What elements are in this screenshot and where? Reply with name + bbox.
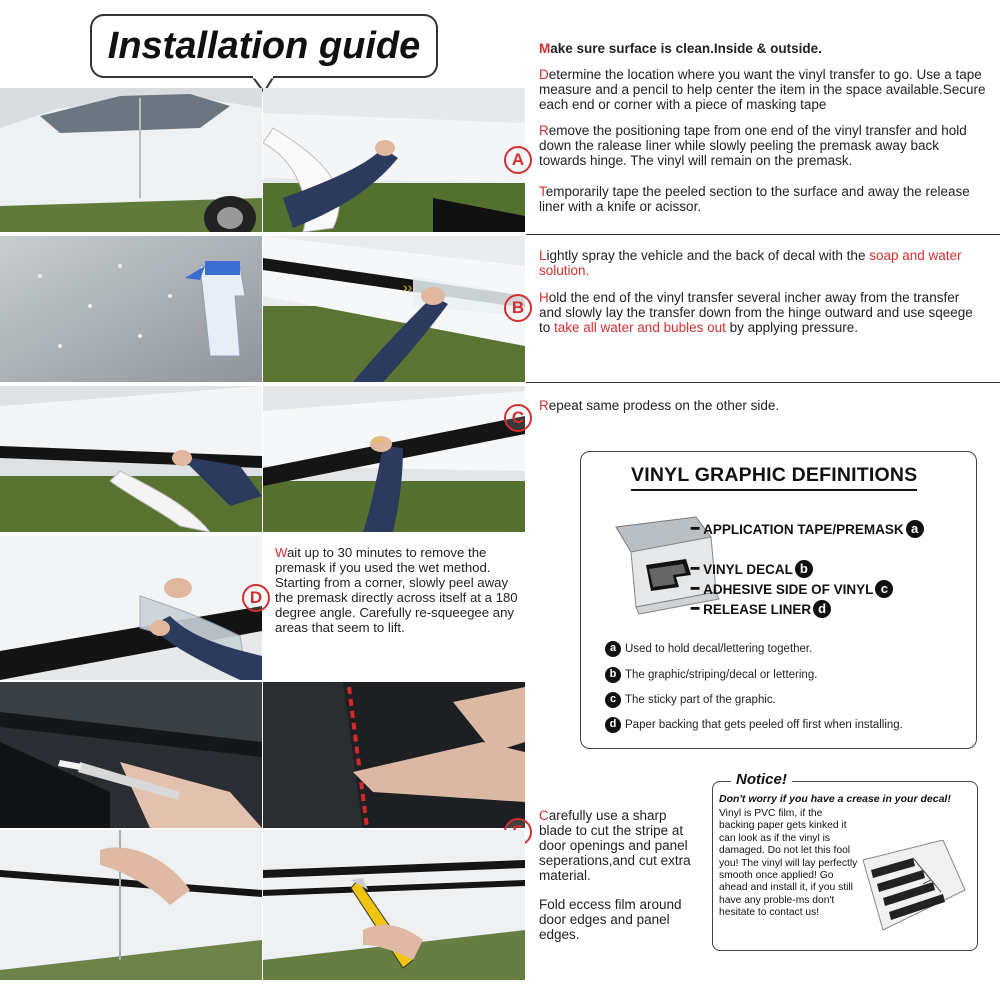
step-a-line-3: Remove the positioning tape from one end of the vinyl transfer and hold down the ralease liner while slowly peeling the premask away back towards hinge. The vinyl will remain on the premask. — [539, 123, 967, 168]
photo-spray-bottle — [0, 236, 262, 382]
step-e-line-1: Carefully use a sharp blade to cut the stripe at door openings and panel seperations,and cut extra material. — [539, 808, 691, 883]
notice-subtitle: Don't worry if you have a crease in your decal! — [719, 793, 951, 805]
step-e-line-2: Fold eccess film around door edges and panel edges. — [539, 897, 682, 942]
layer-adhesive-label: ━ ADHESIVE SIDE OF VINYL c — [691, 580, 893, 598]
vinyl-definitions-panel — [580, 451, 977, 749]
step-b-line-1 — [539, 248, 979, 278]
definition-key: a — [605, 641, 621, 657]
definition-row — [605, 692, 776, 708]
definition-text: The sticky part of the graphic. — [625, 694, 776, 706]
step-a-line-4: Temporarily tape the peeled section to the surface and away the release liner with a knife or acissor. — [539, 184, 970, 214]
step-b-line-1-text: Lightly spray the vehicle and the back of decal with the — [539, 248, 870, 263]
divider-a — [526, 234, 1000, 235]
layer-adhesive-key: c — [875, 580, 893, 598]
definition-row — [605, 717, 903, 733]
title-callout — [90, 14, 438, 78]
layer-liner-text: RELEASE LINER — [703, 601, 812, 617]
layer-premask-text: APPLICATION TAPE/PREMASK — [703, 521, 904, 537]
definition-key: d — [605, 717, 621, 733]
photo-remove-premask — [0, 536, 262, 680]
layer-premask-key: a — [906, 520, 924, 538]
photo-door-gap-fold — [263, 682, 525, 828]
definition-text: The graphic/striping/decal or lettering. — [625, 669, 818, 681]
layer-premask-label: ━ APPLICATION TAPE/PREMASK a — [691, 520, 924, 538]
step-a-text — [539, 41, 989, 225]
step-b-line-2-highlight: take all water and bubles out — [554, 320, 726, 335]
step-b-line-1-highlight: soap and water solution. — [539, 248, 962, 278]
step-b-badge: B — [504, 294, 532, 322]
step-d-text: Wait up to 30 minutes to remove the premask if you used the wet method. Starting from a corner, slowly peel away the premask directly across itself at a 180 degree angle. Carefully re-squeegee any areas that seem to lift. — [275, 545, 518, 635]
step-b-line-2-suffix: by applying pressure. — [725, 320, 858, 335]
definition-row — [605, 641, 812, 657]
step-d-badge: D — [242, 584, 270, 612]
definition-text: Paper backing that gets peeled off first when installing. — [625, 719, 903, 731]
svg-text:››: ›› — [403, 279, 413, 295]
step-b-line-2-text: Hold the end of the vinyl transfer several incher away from the transfer and slowly lay the transfer down from the hinge outward and use sqeege to — [539, 290, 973, 335]
step-a-line-2: Determine the location where you want the vinyl transfer to go. Use a tape measure and a pencil to help center the item in the space available.Secure each end or corner with a piece of masking tape — [539, 67, 986, 112]
step-c-badge: C — [504, 404, 532, 432]
photo-car-side — [0, 88, 262, 232]
notice-title: Notice! — [731, 771, 792, 788]
photo-cut-blade — [0, 682, 262, 828]
photo-lower-panel-stripe — [0, 386, 262, 532]
layer-decal-label: ━ VINYL DECAL b — [691, 560, 813, 578]
step-b-line-2 — [539, 290, 979, 335]
definition-key: b — [605, 667, 621, 683]
photo-other-side — [263, 386, 525, 532]
definitions-title: VINYL GRAPHIC DEFINITIONS — [631, 464, 917, 491]
step-e-text — [539, 808, 699, 953]
step-c-text: Repeat same prodess on the other side. — [539, 398, 780, 413]
layer-liner-key: d — [813, 600, 831, 618]
photo-squeegee-application — [263, 236, 525, 382]
notice-panel — [712, 771, 978, 951]
definition-key: c — [605, 692, 621, 708]
layer-decal-text: VINYL DECAL — [703, 561, 793, 577]
photo-door-edge — [0, 830, 262, 980]
step-a-badge: A — [504, 146, 532, 174]
svg-text:››: ›› — [373, 431, 383, 447]
step-a-line-1: Make sure surface is clean.Inside & outside. — [539, 41, 822, 56]
photo-peel-premask — [263, 88, 525, 232]
layer-adhesive-text: ADHESIVE SIDE OF VINYL — [703, 581, 874, 597]
definition-row — [605, 667, 817, 683]
layer-liner-label: ━ RELEASE LINER d — [691, 600, 831, 618]
page-title: Installation guide — [107, 25, 421, 67]
definition-text: Used to hold decal/lettering together. — [625, 643, 813, 655]
creased-vinyl-image — [853, 840, 971, 932]
divider-b — [526, 382, 1000, 383]
layer-decal-key: b — [795, 560, 813, 578]
notice-body: Vinyl is PVC film, if the backing paper gets kinked it can look as if the vinyl is damaged. Do not let this fool you! The vinyl will lay perfectly smooth once applied! Go ahead and install it, if you still have any proble-ms don't hesitate to contact us! — [719, 808, 858, 919]
photo-knife-trim — [263, 830, 525, 980]
step-b-text — [539, 248, 979, 346]
